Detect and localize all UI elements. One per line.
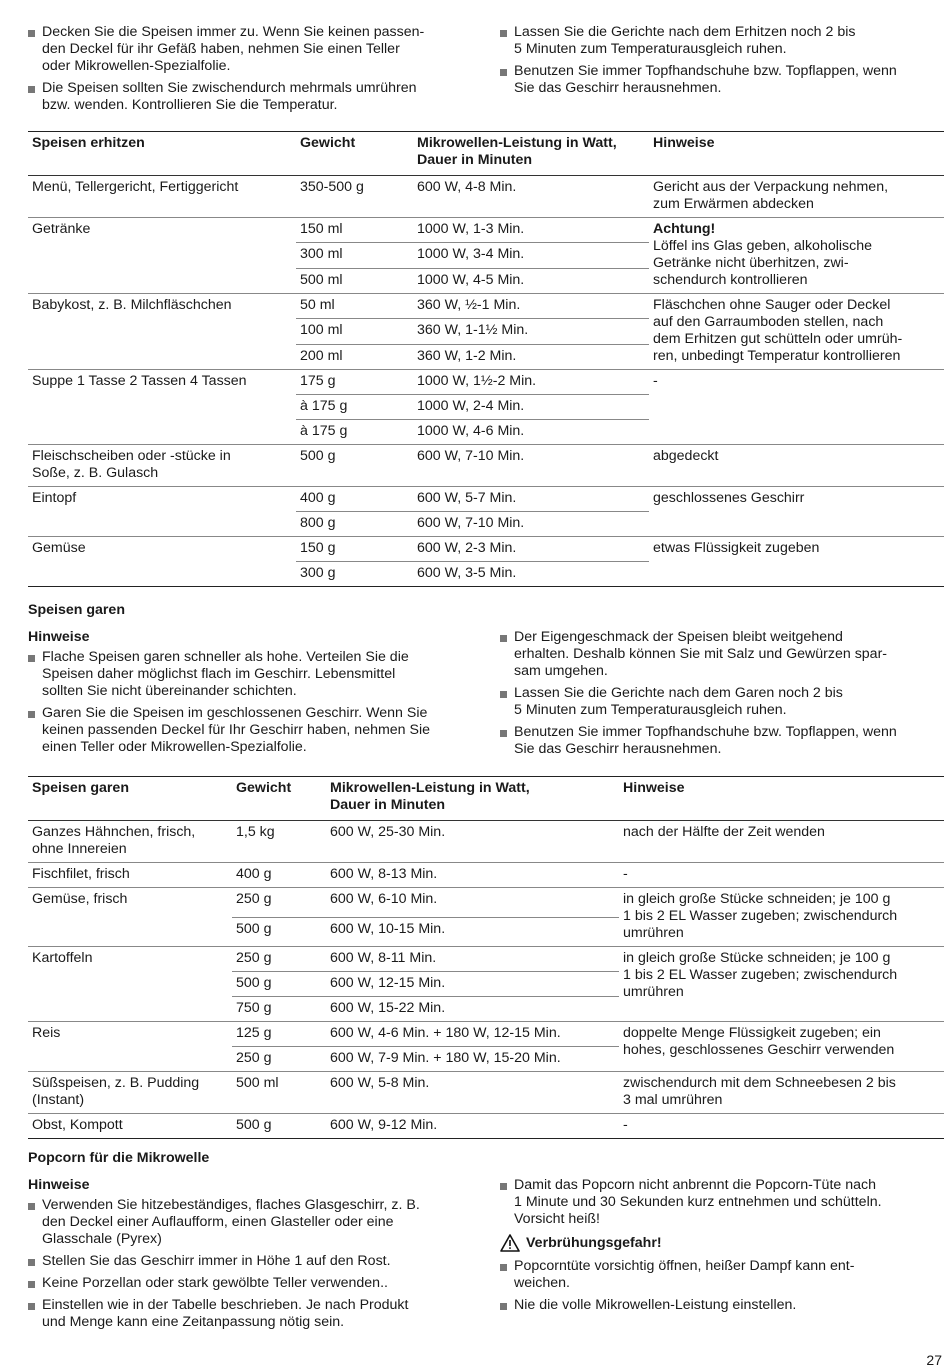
bullet-text: Damit das Popcorn nicht anbrennt die Popcorn-Tüte nach 1 Minute und 30 Sekunden kurz entnehmen und schütteln. Vorsicht heiß! xyxy=(514,1177,882,1227)
bullet-text: Verwenden Sie hitzebeständiges, flaches Glasgeschirr, z. B. den Deckel einer Auflaufform, einen Glasteller oder eine Glasschale (Pyrex) xyxy=(42,1197,420,1247)
note-warning-label: Achtung! xyxy=(653,221,716,237)
cooking-table xyxy=(28,776,944,1139)
heating-table xyxy=(28,131,944,587)
note-cell xyxy=(619,888,944,947)
food-cell: Gemüse xyxy=(28,537,296,587)
section-title-garen: Speisen garen xyxy=(28,602,125,618)
power-time-cell: 600 W, 8-11 Min. xyxy=(326,947,619,972)
table-row xyxy=(28,176,944,218)
scald-warning xyxy=(500,1234,945,1252)
power-time-cell: 1000 W, 4-5 Min. xyxy=(413,268,649,293)
bullet-item xyxy=(500,1177,945,1228)
weight-cell: 250 g xyxy=(232,947,326,972)
intro-bullets-right xyxy=(500,24,945,102)
weight-cell: 400 g xyxy=(296,487,413,512)
note-cell xyxy=(649,370,944,445)
power-time-cell: 600 W, 9-12 Min. xyxy=(326,1114,619,1139)
note-cell xyxy=(649,445,944,487)
warning-label: Verbrühungsgefahr! xyxy=(526,1234,662,1251)
power-time-cell: 600 W, 7-9 Min. + 180 W, 15-20 Min. xyxy=(326,1047,619,1072)
weight-cell: 175 g xyxy=(296,370,413,395)
note-text: Löffel ins Glas geben, alkoholische Getränke nicht überhitzen, zwi- schendurch kontrollieren xyxy=(653,238,872,288)
note-cell xyxy=(649,487,944,537)
weight-cell: 200 ml xyxy=(296,344,413,369)
food-cell: Menü, Tellergericht, Fertiggericht xyxy=(28,176,296,218)
food-cell: Babykost, z. B. Milchfläschchen xyxy=(28,294,296,370)
weight-cell: 500 g xyxy=(296,445,413,487)
note-cell xyxy=(619,1022,944,1072)
bullet-item xyxy=(28,1275,478,1292)
warning-triangle-icon xyxy=(500,1234,520,1252)
power-time-cell: 600 W, 8-13 Min. xyxy=(326,863,619,888)
power-time-cell: 600 W, 25-30 Min. xyxy=(326,821,619,863)
bullet-item xyxy=(28,80,478,114)
food-cell: Reis xyxy=(28,1022,232,1072)
table-row xyxy=(28,1114,944,1139)
bullet-text: Garen Sie die Speisen im geschlossenen Geschirr. Wenn Sie keinen passenden Deckel für Ihr Geschirr haben, nehmen Sie einen Teller oder Mikrowellen-Spezialfolie. xyxy=(42,705,431,755)
note-text: in gleich große Stücke schneiden; je 100 g 1 bis 2 EL Wasser zugeben; zwischendurch umrühren xyxy=(623,891,898,941)
bullet-item xyxy=(28,705,478,756)
note-cell xyxy=(619,947,944,1022)
weight-cell: 1,5 kg xyxy=(232,821,326,863)
hint-label-popcorn: Hinweise xyxy=(28,1177,90,1193)
bullet-item xyxy=(500,1297,945,1314)
weight-cell: 500 g xyxy=(232,917,326,947)
power-time-cell: 600 W, 4-6 Min. + 180 W, 12-15 Min. xyxy=(326,1022,619,1047)
food-cell: Süßspeisen, z. B. Pudding (Instant) xyxy=(28,1072,232,1114)
food-cell: Fischfilet, frisch xyxy=(28,863,232,888)
power-time-cell: 360 W, 1-2 Min. xyxy=(413,344,649,369)
bullet-item xyxy=(28,1253,478,1270)
column-header: Gewicht xyxy=(296,132,413,176)
table-row xyxy=(28,821,944,863)
bullet-text: Stellen Sie das Geschirr immer in Höhe 1 auf den Rost. xyxy=(42,1253,391,1269)
table-row xyxy=(28,1022,944,1047)
power-time-cell: 1000 W, 1½-2 Min. xyxy=(413,370,649,395)
food-cell: Obst, Kompott xyxy=(28,1114,232,1139)
note-text: - xyxy=(653,373,658,389)
weight-cell: 100 ml xyxy=(296,319,413,344)
bullet-text: Keine Porzellan oder stark gewölbte Teller verwenden.. xyxy=(42,1275,388,1291)
table-row xyxy=(28,487,944,512)
power-time-cell: 600 W, 3-5 Min. xyxy=(413,562,649,587)
bullet-item xyxy=(28,24,478,75)
food-cell: Fleischscheiben oder -stücke in Soße, z. B. Gulasch xyxy=(28,445,296,487)
table-row xyxy=(28,218,944,243)
weight-cell: 350-500 g xyxy=(296,176,413,218)
column-header: Hinweise xyxy=(649,132,944,176)
table-row xyxy=(28,947,944,972)
weight-cell: 50 ml xyxy=(296,294,413,319)
page-number: 27 xyxy=(926,1352,942,1368)
power-time-cell: 600 W, 2-3 Min. xyxy=(413,537,649,562)
power-time-cell: 1000 W, 4-6 Min. xyxy=(413,420,649,445)
bullet-text: Decken Sie die Speisen immer zu. Wenn Sie keinen passen- den Deckel für ihr Gefäß haben, nehmen Sie einen Teller oder Mikrowellen-Spezialfolie. xyxy=(42,24,425,74)
weight-cell: 500 ml xyxy=(232,1072,326,1114)
note-cell xyxy=(649,218,944,294)
note-text: Fläschchen ohne Sauger oder Deckel auf den Garraumboden stellen, nach dem Erhitzen gut schütteln oder umrüh- ren, unbedingt Temperatur kontrollieren xyxy=(653,297,903,364)
table-row xyxy=(28,370,944,395)
bullet-text: Lassen Sie die Gerichte nach dem Erhitzen noch 2 bis 5 Minuten zum Temperaturausgleich ruhen. xyxy=(514,24,856,57)
column-header: Mikrowellen-Leistung in Watt, Dauer in Minuten xyxy=(413,132,649,176)
power-time-cell: 600 W, 5-7 Min. xyxy=(413,487,649,512)
note-cell xyxy=(619,821,944,863)
weight-cell: 500 ml xyxy=(296,268,413,293)
bullet-text: Benutzen Sie immer Topfhandschuhe bzw. Topflappen, wenn Sie das Geschirr herausnehmen. xyxy=(514,724,897,757)
weight-cell: 750 g xyxy=(232,997,326,1022)
weight-cell: 250 g xyxy=(232,1047,326,1072)
weight-cell: 150 ml xyxy=(296,218,413,243)
table-header-row xyxy=(28,777,944,821)
note-text: nach der Hälfte der Zeit wenden xyxy=(623,824,825,840)
table-row xyxy=(28,863,944,888)
note-cell xyxy=(649,176,944,218)
note-text: geschlossenes Geschirr xyxy=(653,490,805,506)
garen-bullets-left xyxy=(28,649,478,761)
note-cell xyxy=(649,294,944,370)
weight-cell: 250 g xyxy=(232,888,326,918)
garen-bullets-right xyxy=(500,629,945,763)
note-text: - xyxy=(623,866,628,882)
power-time-cell: 600 W, 4-8 Min. xyxy=(413,176,649,218)
power-time-cell: 1000 W, 2-4 Min. xyxy=(413,395,649,420)
power-time-cell: 600 W, 12-15 Min. xyxy=(326,972,619,997)
note-cell xyxy=(619,863,944,888)
weight-cell: à 175 g xyxy=(296,420,413,445)
bullet-item xyxy=(500,685,945,719)
power-time-cell: 1000 W, 3-4 Min. xyxy=(413,243,649,268)
power-time-cell: 600 W, 15-22 Min. xyxy=(326,997,619,1022)
bullet-item xyxy=(500,63,945,97)
food-cell: Ganzes Hähnchen, frisch, ohne Innereien xyxy=(28,821,232,863)
weight-cell: 400 g xyxy=(232,863,326,888)
note-text: - xyxy=(623,1117,628,1133)
power-time-cell: 360 W, ½-1 Min. xyxy=(413,294,649,319)
power-time-cell: 360 W, 1-1½ Min. xyxy=(413,319,649,344)
food-cell: Gemüse, frisch xyxy=(28,888,232,947)
bullet-item xyxy=(500,24,945,58)
power-time-cell: 600 W, 7-10 Min. xyxy=(413,445,649,487)
note-cell xyxy=(619,1072,944,1114)
food-cell: Getränke xyxy=(28,218,296,294)
bullet-text: Benutzen Sie immer Topfhandschuhe bzw. Topflappen, wenn Sie das Geschirr herausnehmen. xyxy=(514,63,897,96)
weight-cell: à 175 g xyxy=(296,395,413,420)
power-time-cell: 600 W, 10-15 Min. xyxy=(326,917,619,947)
popcorn-bullets-left xyxy=(28,1197,478,1336)
weight-cell: 500 g xyxy=(232,972,326,997)
weight-cell: 800 g xyxy=(296,512,413,537)
food-cell: Eintopf xyxy=(28,487,296,537)
intro-bullets-left xyxy=(28,24,478,119)
table-row xyxy=(28,445,944,487)
bullet-item xyxy=(28,649,478,700)
weight-cell: 125 g xyxy=(232,1022,326,1047)
note-cell xyxy=(649,537,944,587)
bullet-text: Lassen Sie die Gerichte nach dem Garen noch 2 bis 5 Minuten zum Temperaturausgleich ruhen. xyxy=(514,685,843,718)
table-row xyxy=(28,888,944,918)
power-time-cell: 600 W, 7-10 Min. xyxy=(413,512,649,537)
column-header: Mikrowellen-Leistung in Watt, Dauer in Minuten xyxy=(326,777,619,821)
bullet-item xyxy=(28,1297,478,1331)
bullet-text: Popcorntüte vorsichtig öffnen, heißer Dampf kann ent- weichen. xyxy=(514,1258,855,1291)
note-cell xyxy=(619,1114,944,1139)
weight-cell: 500 g xyxy=(232,1114,326,1139)
power-time-cell: 600 W, 6-10 Min. xyxy=(326,888,619,918)
bullet-item xyxy=(28,1197,478,1248)
table-row xyxy=(28,294,944,319)
bullet-text: Die Speisen sollten Sie zwischendurch mehrmals umrühren bzw. wenden. Kontrollieren Sie die Temperatur. xyxy=(42,80,417,113)
weight-cell: 300 g xyxy=(296,562,413,587)
note-text: in gleich große Stücke schneiden; je 100 g 1 bis 2 EL Wasser zugeben; zwischendurch umrühren xyxy=(623,950,898,1000)
bullet-item xyxy=(500,724,945,758)
weight-cell: 300 ml xyxy=(296,243,413,268)
bullet-text: Flache Speisen garen schneller als hohe. Verteilen Sie die Speisen daher möglichst flach im Geschirr. Lebensmittel sollten Sie nicht übereinander schichten. xyxy=(42,649,409,699)
weight-cell: 150 g xyxy=(296,537,413,562)
note-text: etwas Flüssigkeit zugeben xyxy=(653,540,820,556)
food-cell: Kartoffeln xyxy=(28,947,232,1022)
hint-label-garen: Hinweise xyxy=(28,629,90,645)
table-row xyxy=(28,1072,944,1114)
column-header: Hinweise xyxy=(619,777,944,821)
note-text: zwischendurch mit dem Schneebesen 2 bis 3 mal umrühren xyxy=(623,1075,896,1108)
popcorn-right-column xyxy=(500,1177,945,1319)
table-header-row xyxy=(28,132,944,176)
food-cell: Suppe 1 Tasse 2 Tassen 4 Tassen xyxy=(28,370,296,445)
bullet-item xyxy=(500,629,945,680)
column-header: Gewicht xyxy=(232,777,326,821)
power-time-cell: 1000 W, 1-3 Min. xyxy=(413,218,649,243)
bullet-text: Der Eigengeschmack der Speisen bleibt weitgehend erhalten. Deshalb können Sie mit Salz und Gewürzen spar- sam umgehen. xyxy=(514,629,888,679)
bullet-item xyxy=(500,1258,945,1292)
section-title-popcorn: Popcorn für die Mikrowelle xyxy=(28,1150,210,1166)
column-header: Speisen erhitzen xyxy=(28,132,296,176)
column-header: Speisen garen xyxy=(28,777,232,821)
power-time-cell: 600 W, 5-8 Min. xyxy=(326,1072,619,1114)
note-text: abgedeckt xyxy=(653,448,719,464)
bullet-text: Einstellen wie in der Tabelle beschrieben. Je nach Produkt und Menge kann eine Zeitanpassung nötig sein. xyxy=(42,1297,409,1330)
note-text: doppelte Menge Flüssigkeit zugeben; ein hohes, geschlossenes Geschirr verwenden xyxy=(623,1025,895,1058)
bullet-text: Nie die volle Mikrowellen-Leistung einstellen. xyxy=(514,1297,797,1313)
note-text: Gericht aus der Verpackung nehmen, zum Erwärmen abdecken xyxy=(653,179,889,212)
table-row xyxy=(28,537,944,562)
